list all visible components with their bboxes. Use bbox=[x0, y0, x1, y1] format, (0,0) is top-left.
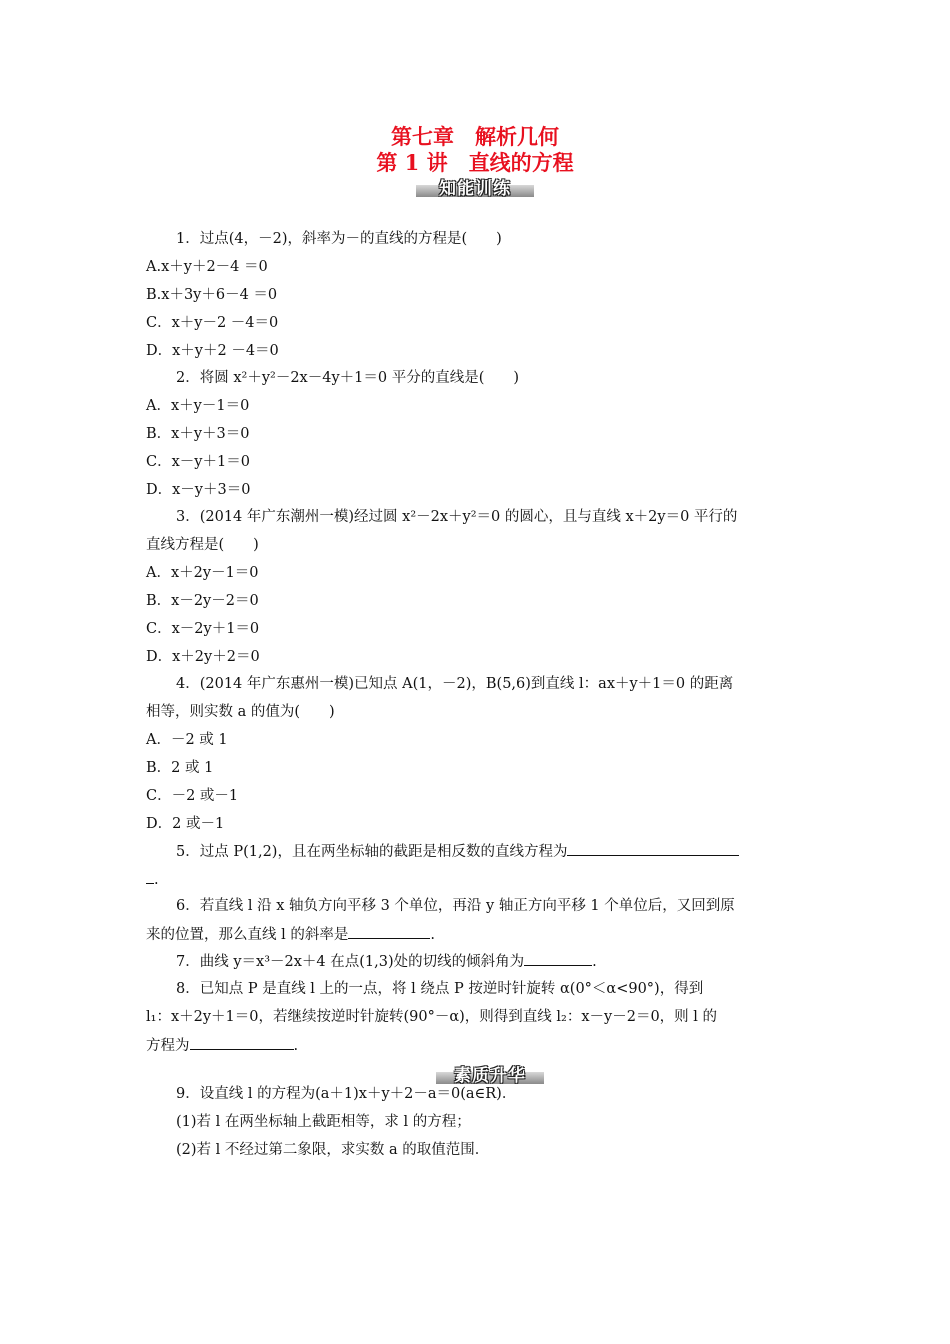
question-9-part-2: (2)若 l 不经过第二象限，求实数 a 的取值范围． bbox=[176, 1142, 490, 1158]
question-7-text: 7．曲线 y＝x³－2x＋4 在点(1,3)处的切线的倾斜角为 bbox=[176, 954, 525, 970]
option-c: C．x－2y＋1＝0 bbox=[146, 621, 260, 637]
question-9-part-1: (1)若 l 在两坐标轴上截距相等，求 l 的方程； bbox=[176, 1114, 471, 1130]
section-badge-advanced bbox=[430, 1062, 550, 1084]
question-5 bbox=[176, 841, 739, 862]
question-6-cont bbox=[146, 924, 435, 945]
option-c: C．x－y＋1＝0 bbox=[146, 454, 250, 470]
question-5-text: 5．过点 P(1,2)，且在两坐标轴的截距是相反数的直线方程为 bbox=[176, 844, 568, 860]
question-4: 4．(2014 年广东惠州一模)已知点 A(1，－2)，B(5,6)到直线 l：ax＋y＋1＝0 的距离 bbox=[176, 676, 734, 692]
question-4-cont: 相等，则实数 a 的值为( ) bbox=[146, 704, 335, 720]
question-3-cont: 直线方程是( ) bbox=[146, 537, 259, 553]
question-1: 1．过点(4，－2)，斜率为－的直线的方程是( ) bbox=[176, 231, 502, 247]
question-8-cont: l₁：x＋2y＋1＝0，若继续按逆时针旋转(90°－α)，则得到直线 l₂：x－y－2＝0，则 l 的 bbox=[146, 1009, 718, 1025]
question-3: 3．(2014 年广东潮州一模)经过圆 x²－2x＋y²＝0 的圆心，且与直线 x＋2y＝0 平行的 bbox=[176, 509, 738, 525]
chapter-title: 第七章 解析几何 bbox=[391, 124, 559, 149]
question-8-cont2 bbox=[146, 1035, 298, 1056]
question-8-text: 方程为 bbox=[146, 1038, 190, 1054]
answer-blank bbox=[567, 841, 739, 856]
option-b: B.x＋3y＋6－4 ＝0 bbox=[146, 287, 278, 303]
question-7 bbox=[176, 951, 597, 972]
option-a: A.x＋y＋2－4 ＝0 bbox=[146, 259, 268, 275]
question-5-cont bbox=[146, 869, 159, 890]
question-9: 9．设直线 l 的方程为(a＋1)x＋y＋2－a＝0(a∈R)． bbox=[176, 1086, 517, 1102]
question-2: 2．将圆 x²＋y²－2x－4y＋1＝0 平分的直线是( ) bbox=[176, 370, 520, 386]
option-a: A．x＋2y－1＝0 bbox=[146, 565, 259, 581]
answer-blank bbox=[348, 924, 430, 939]
question-6: 6．若直线 l 沿 x 轴负方向平移 3 个单位，再沿 y 轴正方向平移 1 个单位后，又回到原 bbox=[176, 898, 735, 914]
period: . bbox=[154, 872, 159, 888]
option-d: D．x－y＋3＝0 bbox=[146, 482, 251, 498]
question-6-text: 来的位置，那么直线 l 的斜率是 bbox=[146, 927, 349, 943]
option-d: D．x＋y＋2 －4＝0 bbox=[146, 343, 279, 359]
section-badge-training bbox=[410, 175, 540, 197]
option-a: A．x＋y－1＝0 bbox=[146, 398, 250, 414]
section-label: 知能训练 bbox=[439, 178, 511, 199]
question-8: 8．已知点 P 是直线 l 上的一点，将 l 绕点 P 按逆时针旋转 α(0°＜α<90°)，得到 bbox=[176, 981, 704, 997]
period: . bbox=[592, 954, 597, 970]
period: . bbox=[430, 927, 435, 943]
option-a: A．－2 或 1 bbox=[146, 732, 228, 748]
option-c: C．－2 或－1 bbox=[146, 788, 239, 804]
option-d: D．2 或－1 bbox=[146, 816, 225, 832]
answer-blank bbox=[190, 1035, 294, 1050]
option-d: D．x＋2y＋2＝0 bbox=[146, 649, 260, 665]
answer-blank bbox=[146, 869, 154, 884]
lesson-title: 第 1 讲 直线的方程 bbox=[376, 150, 574, 175]
section-label: 素质升华 bbox=[454, 1065, 526, 1086]
option-b: B．x－2y－2＝0 bbox=[146, 593, 259, 609]
period: . bbox=[293, 1038, 299, 1054]
option-b: B．2 或 1 bbox=[146, 760, 214, 776]
option-c: C．x＋y－2 －4＝0 bbox=[146, 315, 279, 331]
option-b: B．x＋y＋3＝0 bbox=[146, 426, 250, 442]
answer-blank bbox=[524, 951, 592, 966]
